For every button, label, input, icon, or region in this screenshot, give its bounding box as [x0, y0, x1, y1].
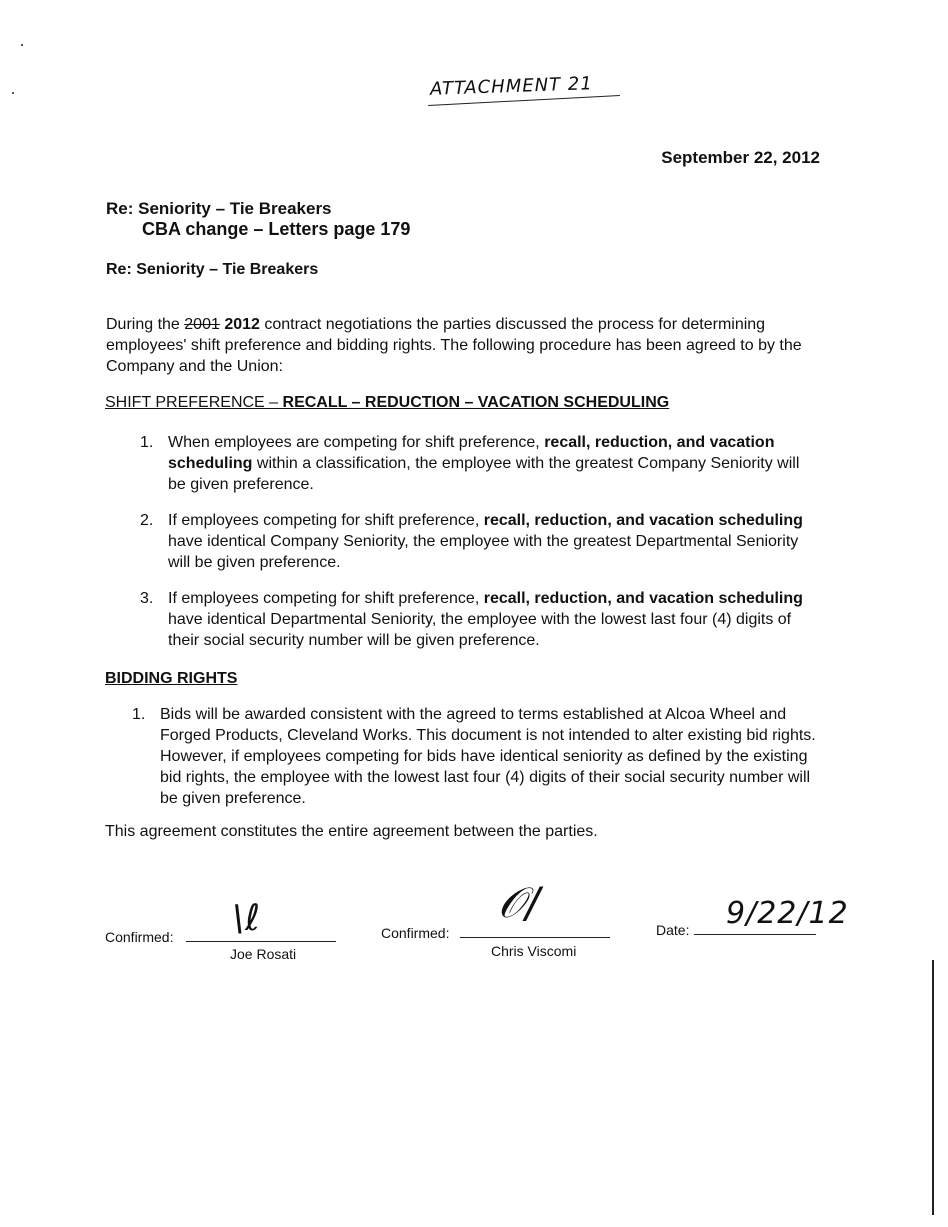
item-text — [168, 432, 820, 495]
item-text-pre: If employees competing for shift preference, — [168, 590, 484, 607]
item-text — [168, 510, 820, 573]
signer-name-2: Chris Viscomi — [491, 943, 577, 959]
signer-name-1: Joe Rosati — [230, 946, 297, 962]
subject-block — [106, 198, 410, 240]
intro-text-start: During the — [106, 316, 185, 333]
heading-plain: SHIFT PREFERENCE – — [105, 394, 283, 411]
signature-line-1 — [186, 941, 336, 942]
subject-line-2: CBA change – Letters page 179 — [142, 219, 411, 239]
item-text-bold: recall, reduction, and vacation scheduling — [483, 590, 803, 607]
intro-text-rest: contract negotiations the parties discussed the process for determining employees' shift preference and bidding rights. The following procedure has been agreed to by the Company and the Union: — [106, 316, 802, 375]
shift-preference-heading — [105, 394, 669, 412]
handwritten-date: 9/22/12 — [726, 896, 849, 931]
attachment-handwritten-label: ATTACHMENT 21 — [429, 73, 594, 100]
signature-line-2 — [460, 937, 610, 938]
item-number: 1. — [132, 706, 146, 723]
item-text — [168, 588, 820, 651]
signature-2: 𝒪/ — [498, 878, 541, 927]
scan-speck — [12, 92, 14, 94]
subject-repeat: Re: Seniority – Tie Breakers — [106, 261, 319, 278]
item-number: 2. — [140, 512, 154, 529]
heading-bold: RECALL – REDUCTION – VACATION SCHEDULING — [282, 394, 670, 411]
date-line — [694, 934, 816, 935]
struck-year: 2001 — [184, 316, 220, 333]
item-text-post: within a classification, the employee with the greatest Company Seniority will be given preference. — [168, 455, 800, 493]
item-text-bold: recall, reduction, and vacation scheduling — [483, 512, 803, 529]
item-text-pre: If employees competing for shift preference, — [168, 512, 484, 529]
confirmed-label-2: Confirmed: — [381, 925, 450, 941]
item-text: Bids will be awarded consistent with the agreed to terms established at Alcoa Wheel and Forged Products, Cleveland Works. This document is not intended to alter existing bid rights. However, if employees competing for bids have identical seniority as defined by the existing bid rights, the employee with the lowest last four (4) digits of their social security number will be given preference. — [160, 706, 816, 807]
closing-statement: This agreement constitutes the entire agreement between the parties. — [105, 823, 598, 840]
new-year: 2012 — [224, 316, 260, 333]
letter-date: September 22, 2012 — [661, 148, 820, 167]
item-text-pre: When employees are competing for shift preference, — [168, 434, 545, 451]
item-text-post: have identical Departmental Seniority, the employee with the lowest last four (4) digits of their social security number will be given preference. — [168, 611, 792, 649]
confirmed-label-1: Confirmed: — [105, 929, 174, 945]
item-text-post: have identical Company Seniority, the employee with the greatest Departmental Seniority will be given preference. — [168, 533, 799, 571]
date-label: Date: — [656, 922, 690, 938]
intro-paragraph — [106, 314, 826, 377]
signature-1: \ℓ — [232, 898, 261, 939]
scan-speck — [21, 44, 23, 46]
item-number: 3. — [140, 590, 154, 607]
item-text-bold: recall, reduction, and vacation scheduling — [168, 434, 775, 472]
bidding-rights-heading: BIDDING RIGHTS — [105, 670, 238, 687]
scan-edge-line — [932, 960, 934, 1215]
subject-line-1: Re: Seniority – Tie Breakers — [106, 199, 332, 218]
item-number: 1. — [140, 434, 154, 451]
